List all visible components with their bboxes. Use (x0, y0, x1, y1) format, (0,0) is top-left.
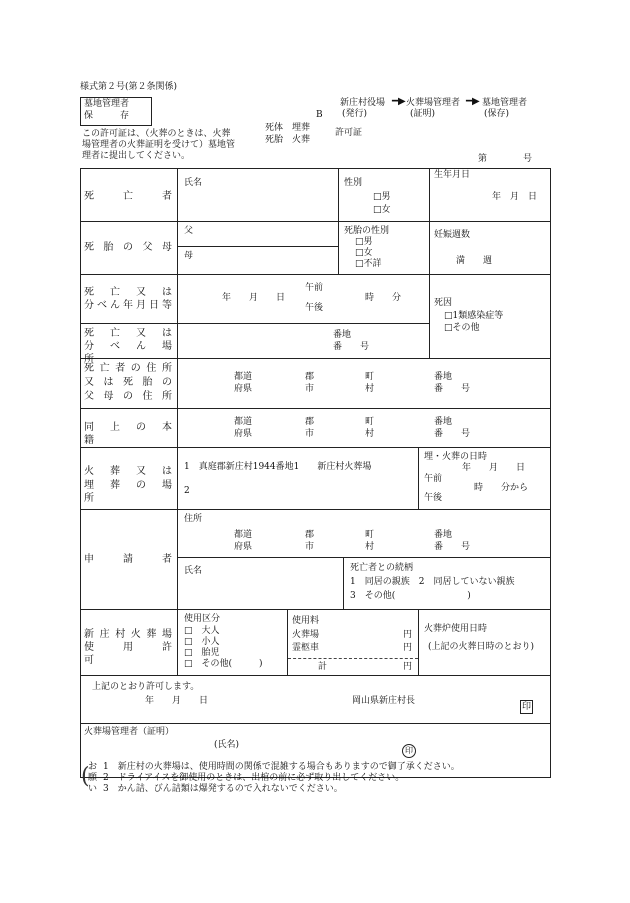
flow-b: B (316, 110, 323, 120)
addr-ban: 番 号 (434, 384, 471, 394)
stillbirth-male[interactable]: □男 (355, 237, 373, 247)
storage-box (80, 97, 152, 126)
death-date-label2: 分べん年月日等 (84, 300, 172, 311)
crem-time: 時 分から (474, 483, 529, 493)
permit-title-suffix: 許可証 (335, 128, 363, 138)
fee-crematorium: 火葬場 (292, 630, 320, 640)
notice-line1: この許可証は、（火葬のときは、火葬 (82, 129, 231, 139)
death-am: 午前 (305, 283, 324, 293)
flow-crem-sub: (証明) (410, 109, 436, 119)
crem-place-label1: 火 葬 又 は (84, 466, 172, 477)
notes-bracket-icon: ( (81, 764, 90, 789)
flow-grave-sub: (保存) (484, 109, 510, 119)
addr-ban: 番 号 (434, 542, 471, 552)
addr-son: 村 (365, 429, 375, 439)
permit-number: 第 号 (478, 154, 533, 164)
addr-fuken: 府県 (234, 429, 253, 439)
crem-place-1: 1 真庭郡新庄村1944番地1 新庄村火葬場 (184, 462, 372, 472)
addr-gun: 郡 (305, 530, 315, 540)
addr-cho: 町 (365, 417, 375, 427)
residence-label1: 死 亡 者 の 住 所 (84, 363, 172, 374)
form-id: 様式第２号(第２条関係) (80, 82, 178, 92)
storage-line2: 保 存 (84, 111, 130, 121)
birth-date-label: 生年月日 (434, 170, 471, 180)
death-place-banchi: 番地 (333, 330, 352, 340)
furnace-datetime-label: 火葬炉使用日時 (424, 624, 488, 634)
addr-banchi: 番地 (434, 530, 453, 540)
notice-line2: 場管理者の火葬証明を受けて）墓地管 (82, 140, 236, 150)
death-pm: 午後 (305, 303, 324, 313)
relation-label: 死亡者との続柄 (350, 563, 414, 573)
fee-yen-1: 円 (403, 630, 413, 640)
death-date-label1: 死 亡 又 は (84, 287, 172, 298)
flow-issuer: 新庄村役場 (340, 98, 386, 108)
arrow-right-icon: ━▶ (392, 96, 406, 107)
flow-grave-mgr: 墓地管理者 (482, 98, 528, 108)
crem-datetime-label: 埋・火葬の日時 (424, 452, 488, 462)
furnace-note: (上記の火葬日時のとおり) (428, 642, 535, 652)
residence-label2: 又 は 死 胎 の (84, 377, 172, 388)
addr-son: 村 (365, 542, 375, 552)
addr-todo: 都道 (234, 530, 253, 540)
deceased-sex: 性別 (344, 178, 363, 188)
crem-place-2: 2 (184, 486, 190, 496)
addr-cho: 町 (365, 530, 375, 540)
notes-label-1: お (88, 762, 98, 772)
fee-yen-2: 円 (403, 643, 413, 653)
approval-date: 年 月 日 (145, 696, 209, 706)
death-date-fields: 年 月 日 (222, 293, 286, 303)
fee-hearse: 霊柩車 (292, 643, 320, 653)
notes-label-3: い (88, 784, 98, 794)
addr-banchi: 番地 (434, 372, 453, 382)
crem-manager-title: 火葬場管理者（証明） (84, 727, 175, 737)
addr-shi: 市 (305, 384, 315, 394)
pregnancy-weeks-label: 妊娠週数 (434, 230, 471, 240)
flow-issuer-sub: (発行) (342, 109, 368, 119)
arrow-right-icon: ━▶ (466, 96, 480, 107)
stillbirth-parents-label: 死 胎 の 父 母 (84, 242, 172, 253)
deceased-female[interactable]: □女 (373, 205, 391, 215)
deceased-male[interactable]: □男 (373, 192, 391, 202)
seal-circle (402, 738, 416, 758)
cause-infectious[interactable]: □1類感染症等 (444, 311, 504, 321)
death-time: 時 分 (365, 293, 402, 303)
domicile-label: 同 上 の 本 籍 (84, 422, 182, 446)
addr-ban: 番 号 (434, 429, 471, 439)
use-cat-adult[interactable]: □ 大人 (184, 626, 220, 636)
notice-line3: 理者に提出してください。 (82, 151, 191, 161)
birth-date-fields: 年 月 日 (492, 192, 538, 202)
addr-fuken: 府県 (234, 384, 253, 394)
mother-label: 母 (184, 251, 194, 261)
fee-total-label: 計 (318, 662, 328, 672)
crem-pm: 午後 (424, 493, 443, 503)
notes-label-2: 願 (88, 773, 98, 783)
seal-stamp (520, 694, 533, 714)
applicant-name: 氏名 (184, 566, 203, 576)
addr-gun: 郡 (305, 372, 315, 382)
storage-line1: 墓地管理者 (84, 99, 130, 109)
residence-label3: 父 母 の 住 所 (84, 391, 172, 402)
note-item-1: 1 新庄村の火葬場は、使用時間の関係で混雑する場合もありますので御了承ください。 (103, 762, 460, 772)
death-place-label2: 分 べ ん 場 所 (84, 341, 182, 365)
use-cat-other[interactable]: □ その他( ) (184, 659, 263, 669)
use-cat-child[interactable]: □ 小人 (184, 637, 220, 647)
stillbirth-unknown[interactable]: □不詳 (355, 259, 382, 269)
seal-circle-text: 印 (402, 744, 416, 758)
addr-son: 村 (365, 384, 375, 394)
seal-stamp-text: 印 (522, 702, 532, 712)
crem-am: 午前 (424, 474, 443, 484)
addr-fuken: 府県 (234, 542, 253, 552)
fee-yen-total: 円 (403, 662, 413, 672)
relation-option-3: 3 その他( ) (350, 591, 471, 601)
applicant-label: 申 請 者 (84, 554, 172, 565)
approval-text: 上記のとおり許可します。 (92, 682, 200, 692)
applicant-address: 住所 (184, 514, 203, 524)
permit-title-line2: 死胎 火葬 (265, 135, 311, 145)
use-permit-label2: 使 用 許 可 (84, 642, 192, 666)
use-cat-fetus[interactable]: □ 胎児 (184, 648, 220, 658)
cause-label: 死因 (434, 298, 453, 308)
permit-title-line1: 死体 埋葬 (265, 123, 311, 133)
fee-label: 使用料 (292, 616, 320, 626)
crem-place-label2: 埋 葬 の 場 所 (84, 480, 182, 504)
addr-todo: 都道 (234, 372, 253, 382)
stillbirth-female[interactable]: □女 (355, 248, 373, 258)
addr-shi: 市 (305, 542, 315, 552)
crem-date: 年 月 日 (462, 463, 526, 473)
use-permit-label1: 新 庄 村 火 葬 場 (84, 629, 172, 640)
death-place-label1: 死 亡 又 は (84, 328, 172, 339)
addr-banchi: 番地 (434, 417, 453, 427)
note-item-2: 2 ドライアイスを御使用のときは、出棺の前に必ず取り出してください。 (103, 773, 405, 783)
crem-manager-name: (氏名) (214, 740, 240, 750)
flow-crem-mgr: 火葬場管理者 (406, 98, 461, 108)
addr-gun: 郡 (305, 417, 315, 427)
addr-cho: 町 (365, 372, 375, 382)
pregnancy-weeks-value: 満 週 (456, 256, 493, 266)
deceased-label: 死 亡 者 (84, 191, 172, 202)
cause-other[interactable]: □その他 (444, 323, 480, 333)
use-category-label: 使用区分 (184, 614, 221, 624)
approval-authority: 岡山県新庄村長 (352, 696, 416, 706)
addr-shi: 市 (305, 429, 315, 439)
father-label: 父 (184, 226, 194, 236)
deceased-name: 氏名 (184, 178, 203, 188)
note-item-3: 3 かん詰、びん詰類は爆発するので入れないでください。 (103, 784, 343, 794)
addr-todo: 都道 (234, 417, 253, 427)
stillbirth-sex-label: 死胎の性別 (344, 226, 390, 236)
relation-option-1-2: 1 同居の親族 2 同居していない親族 (350, 577, 515, 587)
death-place-ban: 番 号 (333, 342, 370, 352)
